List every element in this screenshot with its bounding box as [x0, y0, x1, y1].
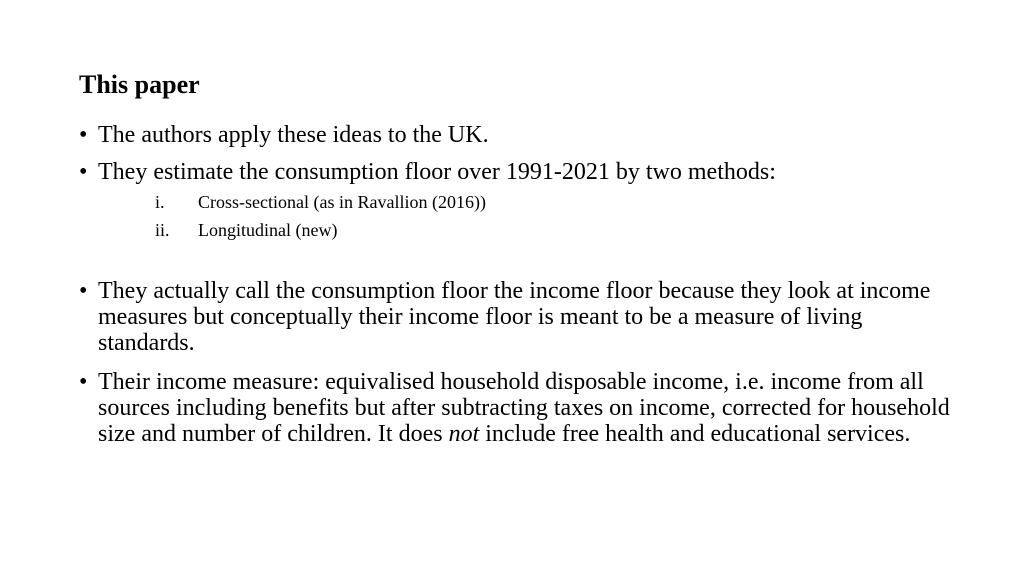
bullet-icon: • [79, 122, 88, 148]
bullet-icon: • [79, 159, 88, 185]
bullet-icon: • [79, 369, 88, 395]
bullet-text: They estimate the consumption floor over 1991-2021 by two methods: [98, 159, 776, 185]
bullet-text [98, 369, 959, 447]
bullet-text-part: include free health and educational services. [479, 421, 911, 447]
sub-list-number: i. [155, 192, 165, 212]
bullet-item [79, 122, 959, 148]
sub-list-item [155, 219, 337, 241]
sub-list-number: ii. [155, 220, 170, 240]
bullet-item [79, 369, 959, 447]
bullet-item [79, 159, 959, 185]
bullet-text: The authors apply these ideas to the UK. [98, 122, 489, 148]
sub-list-item [155, 191, 486, 213]
sub-list-text: Longitudinal (new) [198, 220, 338, 240]
slide-title: This paper [79, 70, 200, 99]
emphasis-text: not [448, 421, 480, 447]
sub-list-text: Cross-sectional (as in Ravallion (2016)) [198, 192, 486, 212]
bullet-icon: • [79, 278, 88, 304]
bullet-text: They actually call the consumption floor the income floor because they look at income measures but conceptually their income floor is meant to be a measure of living standards. [98, 278, 931, 356]
bullet-item [79, 278, 959, 356]
bullet-text-part: Their income measure: equivalised household disposable income, i.e. income from all sources including benefits but after subtracting taxes on income, corrected for household size and number of children. It does [98, 369, 950, 447]
